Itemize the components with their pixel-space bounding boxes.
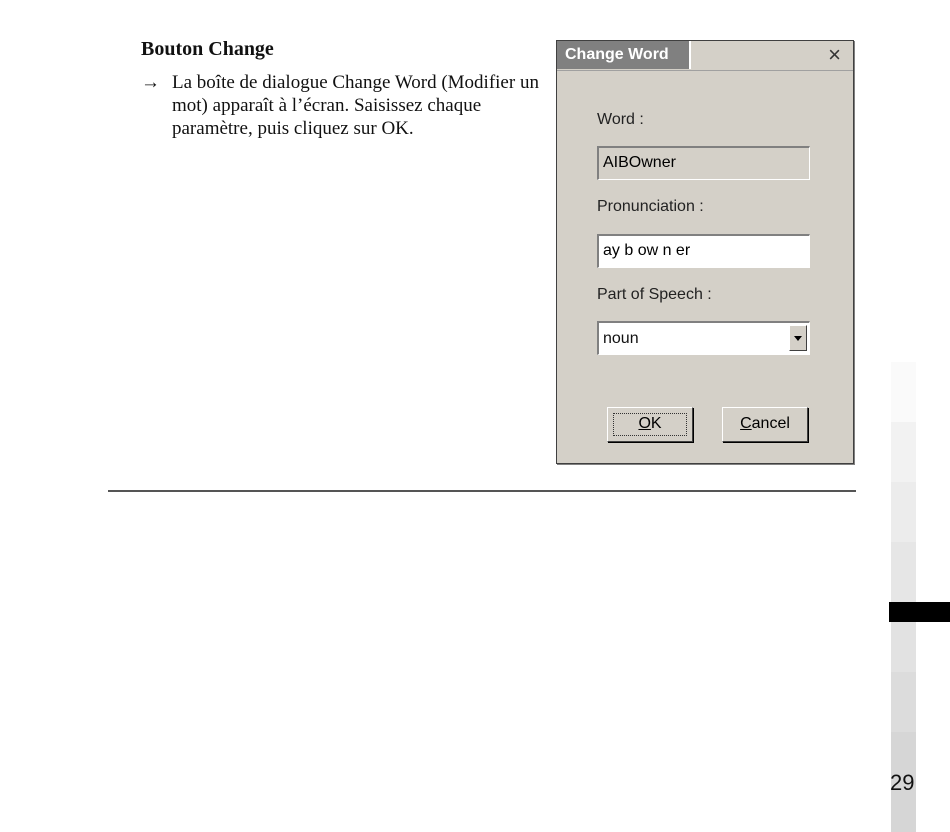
dialog-title: Change Word: [565, 46, 669, 63]
ok-mnemonic: O: [638, 415, 651, 432]
change-word-dialog: [556, 40, 854, 464]
dialog-titlebar[interactable]: [557, 41, 853, 71]
close-icon[interactable]: ×: [828, 42, 841, 67]
cancel-button[interactable]: [722, 407, 808, 442]
dropdown-button[interactable]: [789, 325, 807, 351]
side-tab-strip: [891, 362, 916, 832]
ok-label-rest: K: [650, 415, 662, 432]
pronunciation-input[interactable]: ay b ow n er: [597, 234, 810, 268]
focus-rect: [613, 413, 687, 436]
word-field[interactable]: AIBOwner: [597, 146, 810, 180]
step-text: La boîte de dialogue Change Word (Modifier un mot) apparaît à l’écran. Saisissez chaque paramètre, puis cliquez sur OK.: [172, 72, 539, 139]
part-of-speech-select[interactable]: [597, 321, 810, 355]
section-heading: Bouton Change: [141, 38, 274, 60]
word-label: Word :: [597, 111, 644, 128]
pronunciation-label: Pronunciation :: [597, 198, 704, 215]
dialog-title-tab: [557, 41, 691, 69]
page-number: 29: [890, 770, 915, 795]
horizontal-divider: [108, 490, 856, 492]
step-instruction: [141, 71, 541, 140]
part-of-speech-label: Part of Speech :: [597, 286, 712, 303]
ok-button[interactable]: [607, 407, 693, 442]
arrow-right-icon: →: [141, 72, 160, 93]
section-marker: [889, 602, 950, 622]
chevron-down-icon: [794, 336, 802, 341]
cancel-mnemonic: C: [740, 415, 752, 432]
cancel-label-rest: ancel: [751, 415, 790, 432]
part-of-speech-value: noun: [603, 330, 639, 347]
